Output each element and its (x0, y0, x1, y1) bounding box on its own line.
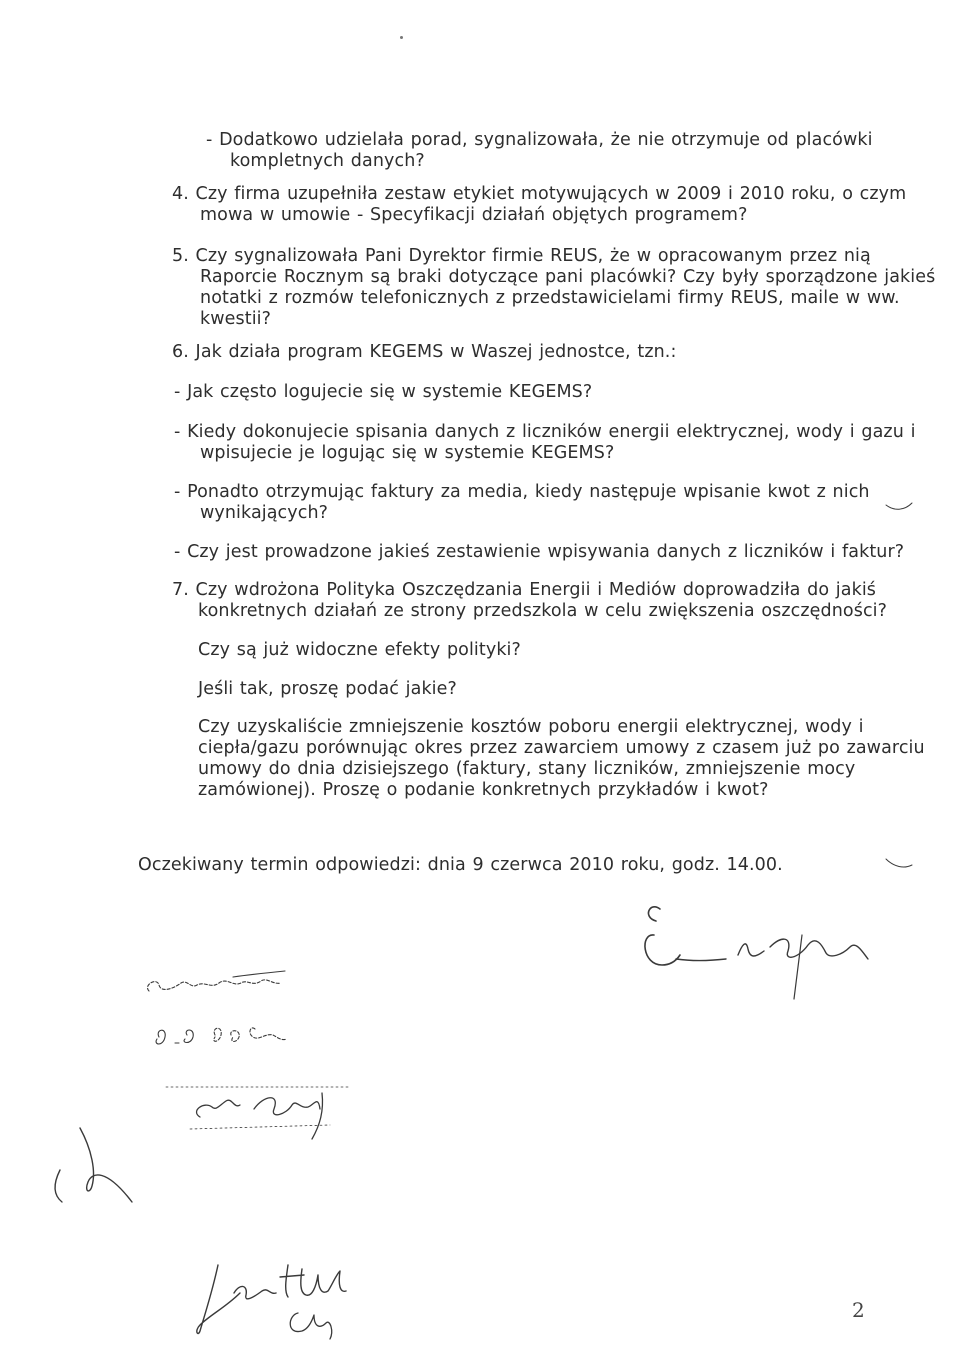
bullet-login-frequency: - Jak często logujecie się w systemie KEGEMS? (174, 382, 593, 402)
bullet-extra-advice: - Dodatkowo udzielała porad, sygnalizowała, że nie otrzymuje od placówki (206, 130, 873, 150)
question-5-line-1: 5. Czy sygnalizowała Pani Dyrektor firmie REUS, że w opracowanym przez nią (172, 246, 871, 266)
page-number: 2 (852, 1298, 865, 1322)
bullet-invoices-line-1: - Ponadto otrzymując faktury za media, kiedy następuje wpisanie kwot z nich (174, 482, 870, 502)
edge-mark (880, 485, 920, 525)
followup-costs-line-4: zamówionej). Proszę o podanie konkretnych przykładów i kwot? (198, 780, 769, 800)
question-5-line-2: Raporcie Rocznym są braki dotyczące pani placówki? Czy były sporządzone jakieś (200, 267, 936, 287)
question-7-line-2: konkretnych działań ze strony przedszkola w celu zwiększenia oszczędności? (198, 601, 888, 621)
question-5-line-3: notatki z rozmów telefonicznych z przedstawicielami firmy REUS, maile w ww. (200, 288, 900, 308)
bullet-extra-advice-cont: kompletnych danych? (230, 151, 425, 171)
followup-costs-line-3: umowy do dnia dzisiejszego (faktury, stany liczników, zmniejszenie mocy (198, 759, 856, 779)
question-4-line-1: 4. Czy firma uzupełniła zestaw etykiet motywujących w 2009 i 2010 roku, o czym (172, 184, 907, 204)
bullet-meter-reading-line-2: wpisujecie je logując się w systemie KEGEMS? (200, 443, 615, 463)
question-5-line-4: kwestii? (200, 309, 272, 329)
question-6: 6. Jak działa program KEGEMS w Waszej jednostce, tzn.: (172, 342, 677, 362)
edge-mark (880, 845, 920, 885)
followup-effects: Czy są już widoczne efekty polityki? (198, 640, 521, 660)
bullet-invoices-line-2: wynikających? (200, 503, 329, 523)
followup-which: Jeśli tak, proszę podać jakie? (198, 679, 457, 699)
followup-costs-line-1: Czy uzyskaliście zmniejszenie kosztów poboru energii elektrycznej, wody i (198, 717, 864, 737)
question-4-line-2: mowa w umowie - Specyfikacji działań objętych programem? (200, 205, 748, 225)
stamp-signature (160, 1065, 360, 1145)
bullet-summary: - Czy jest prowadzone jakieś zestawienie wpisywania danych z liczników i faktur? (174, 542, 905, 562)
scan-speck (400, 36, 403, 39)
signature-bottom (190, 1235, 380, 1345)
response-deadline: Oczekiwany termin odpowiedzi: dnia 9 czerwca 2010 roku, godz. 14.00. (138, 855, 783, 875)
signature-right (630, 895, 880, 1005)
handwritten-receipt-note (135, 955, 345, 1065)
initials-mark (40, 1120, 150, 1220)
question-7-line-1: 7. Czy wdrożona Polityka Oszczędzania Energii i Mediów doprowadziła do jakiś (172, 580, 877, 600)
bullet-meter-reading-line-1: - Kiedy dokonujecie spisania danych z liczników energii elektrycznej, wody i gazu i (174, 422, 916, 442)
followup-costs-line-2: ciepła/gazu porównując okres przez zawarciem umowy z czasem już po zawarciu (198, 738, 925, 758)
